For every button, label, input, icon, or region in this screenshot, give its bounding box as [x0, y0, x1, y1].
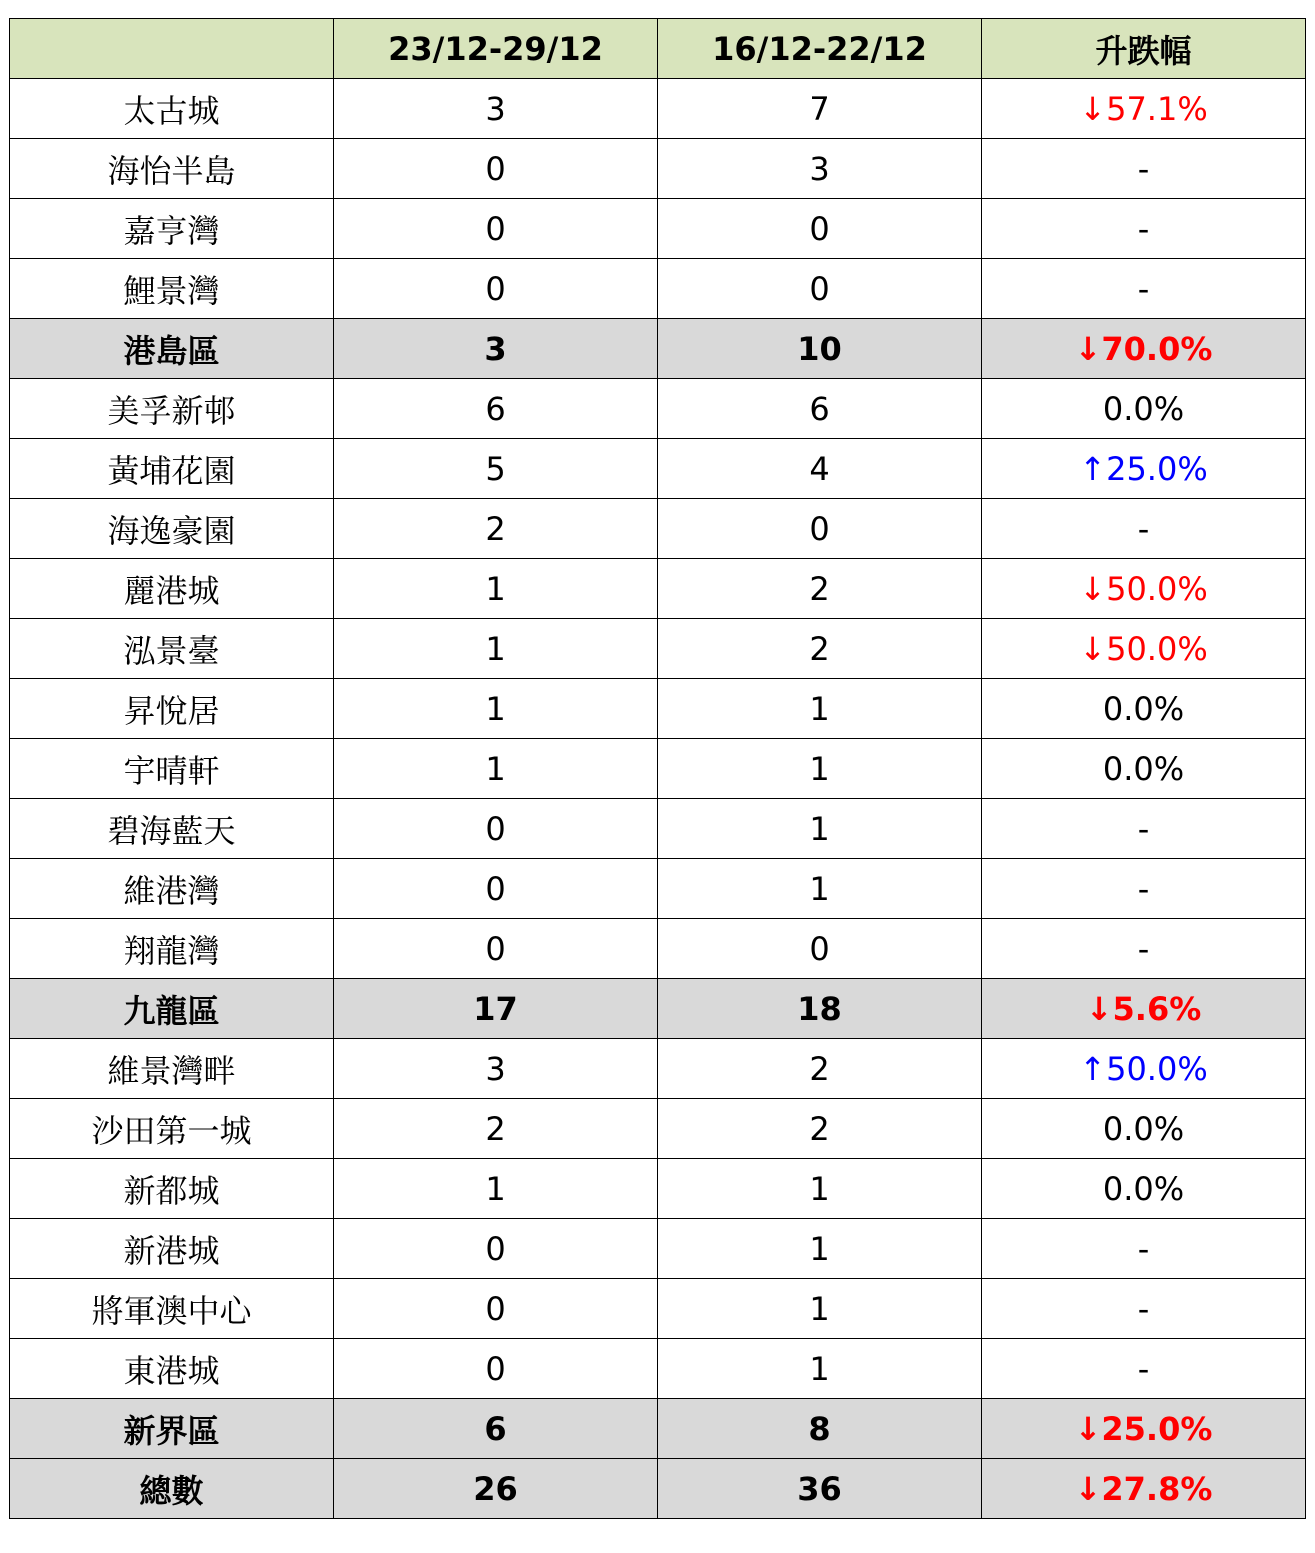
current-week-cell: 0 — [334, 1339, 658, 1399]
previous-week-cell: 10 — [658, 319, 982, 379]
current-week-cell: 1 — [334, 619, 658, 679]
current-week-cell: 5 — [334, 439, 658, 499]
previous-week-cell: 1 — [658, 1219, 982, 1279]
table-row — [10, 379, 1306, 439]
table-row — [10, 619, 1306, 679]
change-cell: - — [982, 799, 1306, 859]
estate-name-cell: 碧海藍天 — [10, 799, 334, 859]
estate-name-cell: 泓景臺 — [10, 619, 334, 679]
estate-name-cell: 翔龍灣 — [10, 919, 334, 979]
estate-name-cell: 新港城 — [10, 1219, 334, 1279]
change-cell: ↓50.0% — [982, 619, 1306, 679]
change-cell: ↑50.0% — [982, 1039, 1306, 1099]
change-cell: - — [982, 499, 1306, 559]
current-week-cell: 1 — [334, 559, 658, 619]
previous-week-cell: 3 — [658, 139, 982, 199]
current-week-cell: 0 — [334, 259, 658, 319]
current-week-cell: 0 — [334, 859, 658, 919]
header-estate — [10, 19, 334, 79]
table-container — [9, 18, 1306, 1519]
previous-week-cell: 0 — [658, 499, 982, 559]
table-row — [10, 199, 1306, 259]
estate-name-cell: 宇晴軒 — [10, 739, 334, 799]
estate-name-cell: 黃埔花園 — [10, 439, 334, 499]
previous-week-cell: 6 — [658, 379, 982, 439]
table-row — [10, 679, 1306, 739]
current-week-cell: 0 — [334, 799, 658, 859]
current-week-cell: 6 — [334, 1399, 658, 1459]
estate-name-cell: 維港灣 — [10, 859, 334, 919]
estate-name-cell: 昇悅居 — [10, 679, 334, 739]
previous-week-cell: 36 — [658, 1459, 982, 1519]
current-week-cell: 2 — [334, 1099, 658, 1159]
current-week-cell: 0 — [334, 1219, 658, 1279]
estate-name-cell: 鯉景灣 — [10, 259, 334, 319]
change-cell: - — [982, 199, 1306, 259]
subtotal-row — [10, 979, 1306, 1039]
change-cell: - — [982, 1339, 1306, 1399]
current-week-cell: 0 — [334, 199, 658, 259]
current-week-cell: 1 — [334, 739, 658, 799]
estate-name-cell: 港島區 — [10, 319, 334, 379]
change-cell: 0.0% — [982, 379, 1306, 439]
header-current-week: 23/12-29/12 — [334, 19, 658, 79]
table-row — [10, 919, 1306, 979]
table-row — [10, 559, 1306, 619]
change-cell: 0.0% — [982, 679, 1306, 739]
estate-name-cell: 太古城 — [10, 79, 334, 139]
current-week-cell: 0 — [334, 919, 658, 979]
change-cell: ↓57.1% — [982, 79, 1306, 139]
previous-week-cell: 7 — [658, 79, 982, 139]
previous-week-cell: 0 — [658, 199, 982, 259]
current-week-cell: 17 — [334, 979, 658, 1039]
estate-name-cell: 新界區 — [10, 1399, 334, 1459]
table-row — [10, 1339, 1306, 1399]
previous-week-cell: 8 — [658, 1399, 982, 1459]
estate-name-cell: 東港城 — [10, 1339, 334, 1399]
change-cell: ↓5.6% — [982, 979, 1306, 1039]
table-row — [10, 1219, 1306, 1279]
table-row — [10, 1159, 1306, 1219]
current-week-cell: 3 — [334, 1039, 658, 1099]
table-row — [10, 799, 1306, 859]
header-previous-week: 16/12-22/12 — [658, 19, 982, 79]
previous-week-cell: 4 — [658, 439, 982, 499]
subtotal-row — [10, 1459, 1306, 1519]
estate-name-cell: 維景灣畔 — [10, 1039, 334, 1099]
previous-week-cell: 2 — [658, 559, 982, 619]
previous-week-cell: 2 — [658, 1039, 982, 1099]
table-row — [10, 739, 1306, 799]
subtotal-row — [10, 319, 1306, 379]
table-row — [10, 259, 1306, 319]
current-week-cell: 2 — [334, 499, 658, 559]
current-week-cell: 3 — [334, 319, 658, 379]
current-week-cell: 6 — [334, 379, 658, 439]
current-week-cell: 1 — [334, 679, 658, 739]
transactions-table — [9, 18, 1306, 1519]
header-row — [10, 19, 1306, 79]
current-week-cell: 1 — [334, 1159, 658, 1219]
previous-week-cell: 1 — [658, 1279, 982, 1339]
table-row — [10, 1039, 1306, 1099]
change-cell: ↓50.0% — [982, 559, 1306, 619]
table-row — [10, 79, 1306, 139]
previous-week-cell: 2 — [658, 1099, 982, 1159]
table-row — [10, 439, 1306, 499]
change-cell: ↓27.8% — [982, 1459, 1306, 1519]
estate-name-cell: 九龍區 — [10, 979, 334, 1039]
current-week-cell: 3 — [334, 79, 658, 139]
change-cell: - — [982, 859, 1306, 919]
previous-week-cell: 1 — [658, 1339, 982, 1399]
estate-name-cell: 新都城 — [10, 1159, 334, 1219]
previous-week-cell: 1 — [658, 859, 982, 919]
estate-name-cell: 海逸豪園 — [10, 499, 334, 559]
subtotal-row — [10, 1399, 1306, 1459]
current-week-cell: 0 — [334, 139, 658, 199]
change-cell: ↑25.0% — [982, 439, 1306, 499]
estate-name-cell: 沙田第一城 — [10, 1099, 334, 1159]
table-row — [10, 1099, 1306, 1159]
estate-name-cell: 麗港城 — [10, 559, 334, 619]
previous-week-cell: 1 — [658, 679, 982, 739]
previous-week-cell: 1 — [658, 739, 982, 799]
change-cell: - — [982, 919, 1306, 979]
table-row — [10, 1279, 1306, 1339]
current-week-cell: 0 — [334, 1279, 658, 1339]
table-body — [10, 79, 1306, 1519]
table-row — [10, 859, 1306, 919]
change-cell: - — [982, 259, 1306, 319]
previous-week-cell: 0 — [658, 259, 982, 319]
change-cell: ↓70.0% — [982, 319, 1306, 379]
header-change: 升跌幅 — [982, 19, 1306, 79]
change-cell: ↓25.0% — [982, 1399, 1306, 1459]
change-cell: - — [982, 1279, 1306, 1339]
estate-name-cell: 嘉亨灣 — [10, 199, 334, 259]
estate-name-cell: 美孚新邨 — [10, 379, 334, 439]
change-cell: 0.0% — [982, 739, 1306, 799]
previous-week-cell: 2 — [658, 619, 982, 679]
previous-week-cell: 1 — [658, 1159, 982, 1219]
previous-week-cell: 18 — [658, 979, 982, 1039]
previous-week-cell: 0 — [658, 919, 982, 979]
table-row — [10, 139, 1306, 199]
previous-week-cell: 1 — [658, 799, 982, 859]
change-cell: 0.0% — [982, 1099, 1306, 1159]
change-cell: - — [982, 1219, 1306, 1279]
estate-name-cell: 將軍澳中心 — [10, 1279, 334, 1339]
estate-name-cell: 總數 — [10, 1459, 334, 1519]
table-row — [10, 499, 1306, 559]
current-week-cell: 26 — [334, 1459, 658, 1519]
change-cell: 0.0% — [982, 1159, 1306, 1219]
change-cell: - — [982, 139, 1306, 199]
estate-name-cell: 海怡半島 — [10, 139, 334, 199]
